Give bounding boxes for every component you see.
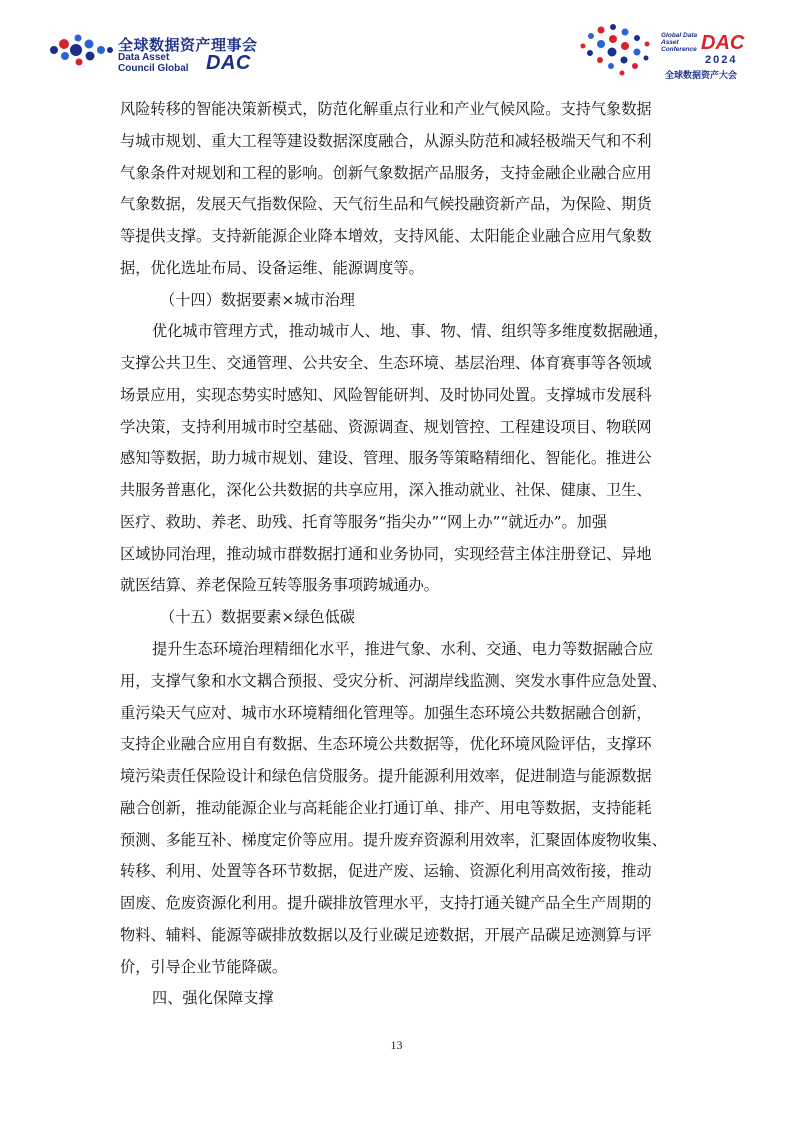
body-text-line: 就医结算、养老保险互转等服务事项跨城通办。	[120, 576, 439, 595]
section-heading-14: （十四）数据要素×城市治理	[160, 290, 355, 309]
body-text-line: 价，引导企业节能降碳。	[120, 957, 288, 976]
body-text-line: 风险转移的智能决策新模式，防范化解重点行业和产业气候风险。支持气象数据	[120, 100, 652, 118]
page-number: 13	[390, 1038, 403, 1052]
body-text-line: 转移、利用、处置等各环节数据，促进产废、运输、资源化利用高效衔接，推动	[120, 862, 652, 881]
body-text-line: 提升生态环境治理精细化水平，推进气象、水利、交通、电力等数据融合应	[152, 640, 654, 659]
dot-cluster-icon	[46, 30, 116, 70]
conference-year: 2024	[705, 54, 738, 66]
globe-dots-icon	[575, 22, 665, 84]
conference-abbreviation: DAC	[701, 32, 745, 54]
body-text-line: 气象条件对规划和工程的影响。创新气象数据产品服务，支持金融企业融合应用	[120, 163, 652, 182]
section-heading-15: （十五）数据要素×绿色低碳	[160, 608, 355, 627]
body-text-line: 物料、辅料、能源等碳排放数据以及行业碳足迹数据，开展产品碳足迹测算与评	[120, 925, 652, 944]
body-text-line: 用，支撑气象和水文耦合预报、受灾分析、河湖岸线监测、突发水事件应急处置、	[120, 671, 667, 690]
body-text-line: 场景应用，实现态势实时感知、风险智能研判、及时协同处置。支撑城市发展科	[120, 385, 652, 404]
body-text-line: 学决策，支持利用城市时空基础、资源调查、规划管控、工程建设项目、物联网	[120, 417, 652, 436]
body-text-line: 气象数据，发展天气指数保险、天气衍生品和气候投融资新产品，为保险、期货	[120, 195, 652, 214]
body-text-line: 境污染责任保险设计和绿色信贷服务。提升能源利用效率，促进制造与能源数据	[120, 767, 652, 786]
body-text-line: 重污染天气应对、城市水环境精细化管理等。加强生态环境公共数据融合创新，	[120, 703, 652, 722]
body-text-line: 优化城市管理方式，推动城市人、地、事、物、情、组织等多维度数据融通，	[152, 322, 669, 341]
body-text-line: 与城市规划、重大工程等建设数据深度融合，从源头防范和减轻极端天气和不利	[120, 131, 652, 150]
page-header	[0, 0, 793, 90]
dac-2024-conference-logo	[575, 22, 775, 84]
dac-council-logo	[46, 30, 276, 80]
body-text-line: 融合创新，推动能源企业与高耗能企业打通订单、排产、用电等数据，支持能耗	[120, 798, 652, 817]
body-text-line: 区域协同治理，推动城市群数据打通和业务协同，实现经营主体注册登记、异地	[120, 544, 652, 563]
body-text-line: 据，优化选址布局、设备运维、能源调度等。	[120, 258, 424, 277]
body-text-line: 支撑公共卫生、交通管理、公共安全、生态环境、基层治理、体育赛事等各领域	[120, 354, 652, 373]
body-text-line: 等提供支撑。支持新能源企业降本增效，支持风能、太阳能企业融合应用气象数	[120, 227, 652, 246]
section-heading-4: 四、强化保障支撑	[152, 989, 274, 1008]
conference-name-cn: 全球数据资产大会	[665, 71, 738, 81]
body-text-line: 固废、危废资源化利用。提升碳排放管理水平，支持打通关键产品全生产周期的	[120, 894, 652, 913]
org-name-en: Data Asset Council Global	[118, 52, 189, 74]
conference-name-en: Global Data Asset Conference	[661, 32, 698, 53]
body-text-line: 共服务普惠化，深化公共数据的共享应用，深入推动就业、社保、健康、卫生、	[120, 481, 652, 500]
org-name-cn: 全球数据资产理事会	[118, 36, 258, 54]
body-text-line: 支持企业融合应用自有数据、生态环境公共数据等，优化环境风险评估，支撑环	[120, 735, 652, 754]
document-body	[120, 94, 680, 1015]
body-text-line: 预测、多能互补、梯度定价等应用。提升废弃资源利用效率，汇聚固体废物收集、	[120, 830, 667, 849]
org-abbreviation: DAC	[206, 52, 251, 74]
body-text-line: 感知等数据，助力城市规划、建设、管理、服务等策略精细化、智能化。推进公	[120, 449, 652, 468]
body-text-line: 医疗、救助、养老、助残、托育等服务“指尖办”“网上办”“就近办”。加强	[120, 512, 608, 531]
